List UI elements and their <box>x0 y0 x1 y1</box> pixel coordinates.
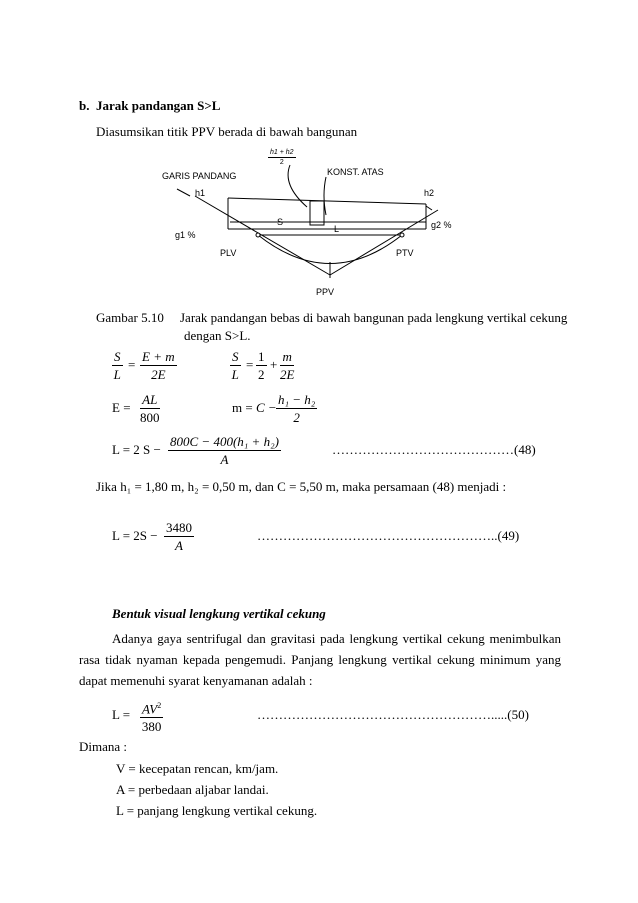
h2-label: h2 <box>424 188 435 198</box>
eq-m-fraction: $\frac{\text{h₁ − h₂}}{2}$ <box>278 392 316 425</box>
eq-50-label: L = <box>112 707 131 722</box>
ptv-label: PTV <box>396 248 414 258</box>
para-line1: Adanya gaya sentrifugal dan gravitasi pada lengkung vertikal cekung menimbulkan <box>112 631 561 646</box>
figure-svg <box>0 140 638 300</box>
figure-diagram <box>0 140 638 300</box>
vertical-curve <box>258 235 402 264</box>
eq-49-label: L = 2S − <box>112 528 158 543</box>
l-label: L <box>334 224 340 234</box>
eq-e-fraction: $\frac{AL}{800}$ <box>140 392 160 425</box>
eq-sl2-lhs: $\frac{S}{L}$ <box>231 349 239 382</box>
assumption-text: Diasumsikan titik PPV berada di bawah bangunan <box>96 124 358 139</box>
eq-sl2-equals: = <box>246 357 254 372</box>
heading-title: Jarak pandangan S>L <box>96 98 221 113</box>
eq-sl-lhs: $\frac{S}{L}$ <box>113 349 121 382</box>
sight-line <box>228 198 426 204</box>
eq-49-fraction: $\frac{3480}{A}$ <box>166 520 192 553</box>
garis-pandang-label: GARIS PANDANG <box>162 171 237 181</box>
caption-label: Gambar 5.10 <box>96 310 164 325</box>
s-label: S <box>277 217 284 227</box>
grade-line-right <box>330 210 438 275</box>
eq-50-ref: ……………………………………………….....(50) <box>257 707 529 722</box>
eq-50-fraction: $\frac{AV^2}{380}$ <box>140 697 163 735</box>
ppv-label: PPV <box>316 287 335 297</box>
def-l: L = panjang lengkung vertikal cekung. <box>116 803 318 818</box>
eq-e-label: E = <box>112 400 131 415</box>
g1-label: g1 % <box>175 230 196 240</box>
eq-sl-equals: = <box>128 357 136 372</box>
plv-label: PLV <box>220 248 237 258</box>
def-v: V = kecepatan rencan, km/jam. <box>116 761 279 776</box>
caption-line2: dengan S>L. <box>184 328 251 343</box>
eq-sl2-m: $\frac{m}{2E}$ <box>280 349 295 382</box>
def-a: A = perbedaan aljabar landai. <box>116 782 269 797</box>
eq-48-ref: ……………………………………(48) <box>332 442 536 457</box>
figure-top-fraction: $\frac{h1 + h2}{2}$ <box>270 149 294 166</box>
eq-sl2-half: $\frac{1}{2}$ <box>258 349 265 382</box>
caption-line1: Jarak pandangan bebas di bawah bangunan pada lengkung vertikal cekung <box>180 310 568 325</box>
section2-title: Bentuk visual lengkung vertikal cekung <box>112 606 326 621</box>
eq-m-label: m = <box>232 400 253 415</box>
jika-text: Jika h₁ = 1,80 m, h₂ = 0,50 m, dan C = 5,50 m, maka persamaan (48) menjadi : <box>96 479 507 494</box>
para-line3: dapat memenuhi syarat kenyamanan adalah : <box>79 673 313 688</box>
garis-pandang-leader <box>177 189 190 196</box>
eq-m-c: C − <box>256 400 277 415</box>
plv-point <box>256 233 260 237</box>
para-line2: rasa tidak nyaman kepada pengemudi. Panjang lengkung vertikal cekung minimum yang <box>79 652 561 667</box>
ptv-point <box>400 233 404 237</box>
heading-label: b. <box>79 98 90 113</box>
eq-l-fraction: $\frac{\text{800C − 400(h₁ + h₂)}}{A}$ <box>170 434 279 467</box>
structure-column <box>310 201 324 225</box>
eq-sl-rhs: $\frac{E + m}{2E}$ <box>142 349 175 382</box>
eq-49-ref: ………………………………………………..(49) <box>257 528 520 543</box>
dimana-label: Dimana : <box>79 739 128 754</box>
h1-label: h1 <box>195 188 206 198</box>
g2-label: g2 % <box>431 220 452 230</box>
h2-leader <box>426 206 432 210</box>
konst-atas-label: KONST. ATAS <box>327 167 384 177</box>
eq-sl2-plus: + <box>270 357 278 372</box>
eq-l-label: L = 2 S − <box>112 442 161 457</box>
